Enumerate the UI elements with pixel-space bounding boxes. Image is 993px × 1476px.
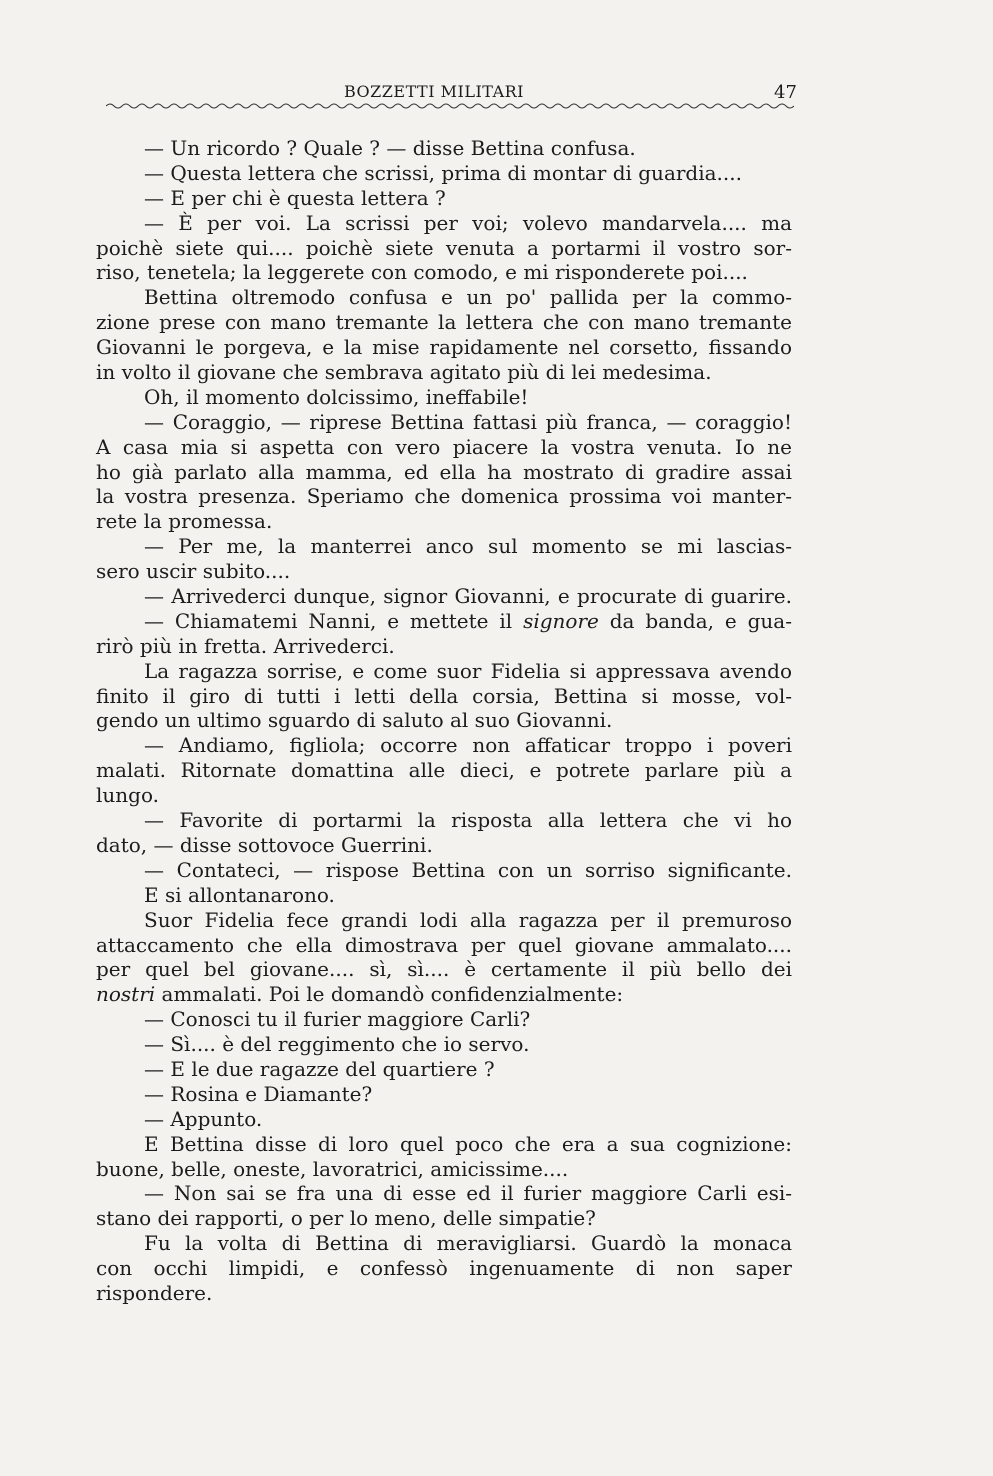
italic-word: signore — [523, 608, 599, 633]
text-line: rirò più in fretta. Arrivederci. — [96, 633, 395, 658]
running-title: BOZZETTI MILITARI — [344, 82, 524, 101]
page-header — [96, 82, 796, 122]
text-line: nostri ammalati. Poi le domandò confidenzialmente: — [96, 982, 624, 1007]
text-line: — Non sai se fra una di esse ed il furier maggiore Carli esi- — [144, 1181, 792, 1206]
text-line: Bettina oltremodo confusa e un po' pallida per la commo- — [144, 285, 792, 310]
text-line: — Per me, la manterrei anco sul momento se mi lascias- — [144, 534, 792, 559]
text-line: rete la promessa. — [96, 509, 273, 534]
body-text — [96, 136, 792, 1305]
text-line: per quel bel giovane.... sì, sì.... è certamente il più bello dei — [96, 957, 792, 982]
text-line: riso, tenetela; la leggerete con comodo, e mi risponderete poi.... — [96, 260, 748, 285]
text-line: — Questa lettera che scrissi, prima di montar di guardia.... — [144, 160, 742, 185]
text-line: — Sì.... è del reggimento che io servo. — [144, 1032, 530, 1057]
italic-word: nostri — [96, 982, 156, 1007]
text-line: — Appunto. — [144, 1106, 263, 1131]
page-number: 47 — [774, 82, 797, 103]
text-line: A casa mia si aspetta con vero piacere la vostra venuta. Io ne — [96, 434, 792, 459]
text-line: con occhi limpidi, e confessò ingenuamente di non saper rispondere. — [96, 1256, 792, 1305]
text-line: — È per voi. La scrissi per voi; volevo mandarvela.... ma — [144, 210, 792, 235]
text-line: stano dei rapporti, o per lo meno, delle simpatie? — [96, 1206, 596, 1231]
text-line: La ragazza sorrise, e come suor Fidelia si appressava avendo — [144, 658, 792, 683]
text-line: dato, — disse sottovoce Guerrini. — [96, 832, 433, 857]
text-line: finito il giro di tutti i letti della corsia, Bettina si mosse, vol- — [96, 683, 792, 708]
text-line: E si allontanarono. — [144, 882, 335, 907]
text-line: la vostra presenza. Speriamo che domenica prossima voi manter- — [96, 484, 792, 509]
text-line: lungo. — [96, 783, 160, 808]
text-line: in volto il giovane che sembrava agitato più di lei medesima. — [96, 360, 712, 385]
text-line: Oh, il momento dolcissimo, ineffabile! — [144, 384, 529, 409]
text-line: — Contateci, — rispose Bettina con un sorriso significante. — [144, 857, 792, 882]
text-line: — Favorite di portarmi la risposta alla lettera che vi ho — [144, 808, 792, 833]
text-line: zione prese con mano tremante la lettera che con mano tremante — [96, 310, 792, 335]
text-line: attaccamento che ella dimostrava per quel giovane ammalato.... — [96, 932, 792, 957]
text-line: ho già parlato alla mamma, ed ella ha mostrato di gradire assai — [96, 459, 792, 484]
text-line: buone, belle, oneste, lavoratrici, amicissime.... — [96, 1156, 569, 1181]
text-line: gendo un ultimo sguardo di saluto al suo Giovanni. — [96, 708, 613, 733]
text-line: E Bettina disse di loro quel poco che era a sua cognizione: — [144, 1131, 792, 1156]
text-line: Giovanni le porgeva, e la mise rapidamente nel corsetto, fissando — [96, 335, 792, 360]
text-line: — Rosina e Diamante? — [144, 1081, 373, 1106]
text-line: Fu la volta di Bettina di meravigliarsi. Guardò la monaca — [144, 1231, 792, 1256]
text-line: poichè siete qui.... poichè siete venuta a portarmi il vostro sor- — [96, 235, 792, 260]
text-line: — Conosci tu il furier maggiore Carli? — [144, 1007, 531, 1032]
header-rule — [106, 102, 794, 110]
text-line: — Un ricordo ? Quale ? — disse Bettina confusa. — [144, 136, 636, 160]
text-line: — E le due ragazze del quartiere ? — [144, 1056, 495, 1081]
text-line: Suor Fidelia fece grandi lodi alla ragazza per il premuroso — [144, 907, 792, 932]
text-line: — Chiamatemi Nanni, e mettete il signore da banda, e gua- — [144, 608, 792, 633]
text-line: — Coraggio, — riprese Bettina fattasi più franca, — coraggio! — [144, 409, 792, 434]
text-line: — E per chi è questa lettera ? — [144, 185, 446, 210]
text-line: — Arrivederci dunque, signor Giovanni, e procurate di guarire. — [144, 584, 792, 609]
text-line: malati. Ritornate domattina alle dieci, e potrete parlare più a — [96, 758, 792, 783]
text-line: — Andiamo, figliola; occorre non affaticar troppo i poveri — [144, 733, 792, 758]
text-line: sero uscir subito.... — [96, 559, 291, 584]
